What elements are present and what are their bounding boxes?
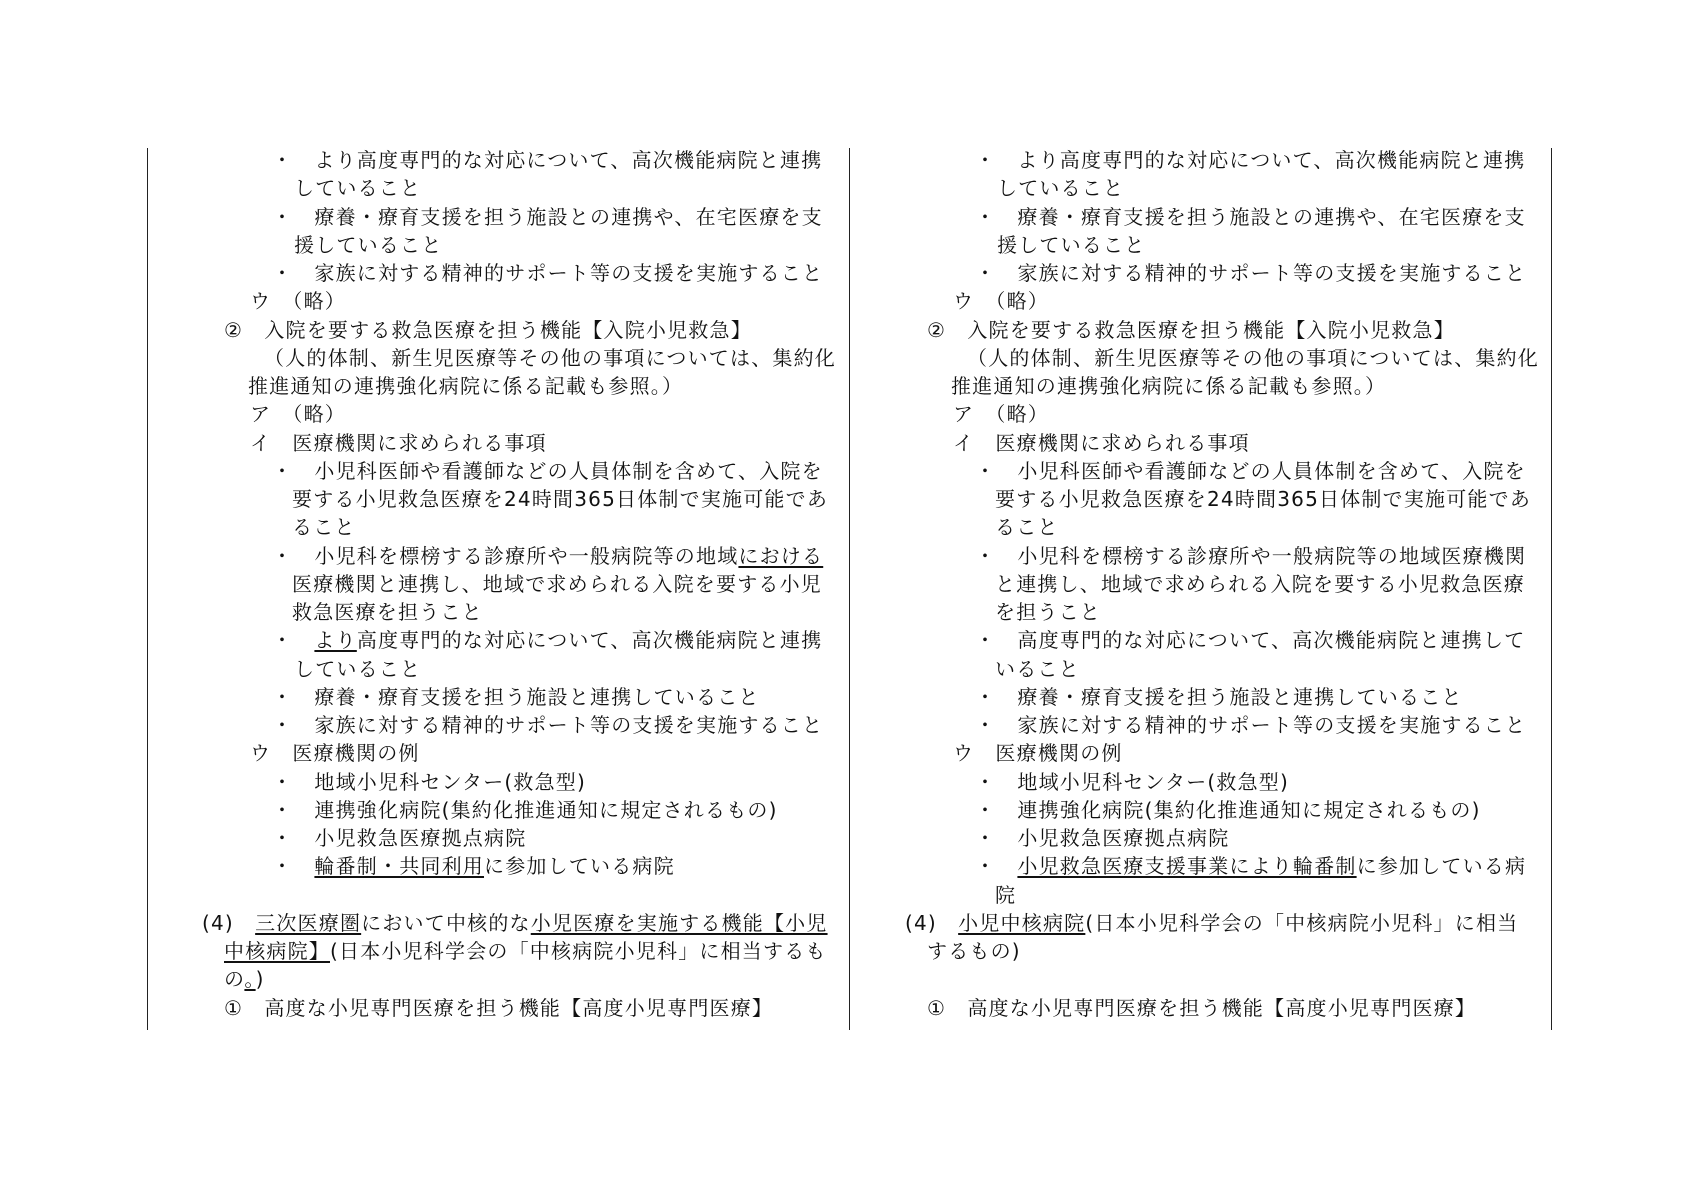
text-line [224, 937, 827, 965]
text-segment: (日本小児科学会の「中核病院小児科」に相当するも [330, 939, 827, 963]
table-border-middle [849, 148, 850, 1030]
text-line: していること [294, 657, 422, 681]
text-line [272, 852, 675, 880]
text-line: ・ 連携強化病院(集約化推進通知に規定されるもの) [272, 798, 778, 822]
text-line: ・ 家族に対する精神的サポート等の支援を実施すること [975, 261, 1527, 285]
text-segment: ) [255, 967, 265, 991]
text-line: ② 入院を要する救急医療を担う機能【入院小児救急】 [224, 318, 752, 342]
text-segment: 高度専門的な対応について、高次機能病院と連携 [356, 628, 823, 652]
text-line: ・ 家族に対する精神的サポート等の支援を実施すること [272, 713, 824, 737]
text-line: ① 高度な小児専門医療を担う機能【高度小児専門医療】 [927, 996, 1477, 1020]
underlined-text: 小児医療を実施する機能【小児 [530, 911, 828, 935]
text-line: ・ 家族に対する精神的サポート等の支援を実施すること [975, 713, 1527, 737]
table-border-left [147, 148, 148, 1030]
text-line: ること [995, 515, 1059, 539]
text-segment: ・ [975, 854, 1018, 878]
text-line: いること [995, 657, 1080, 681]
text-line [272, 542, 823, 570]
underlined-text: 三次医療圏 [255, 911, 362, 935]
text-line: ウ 医療機関の例 [953, 741, 1123, 765]
text-segment: ・ [272, 854, 315, 878]
text-segment: (4) [905, 911, 959, 935]
table-border-right [1551, 148, 1552, 1030]
text-line: 援していること [997, 233, 1146, 257]
text-line [224, 965, 265, 993]
text-line: ・ 小児救急医療拠点病院 [272, 826, 527, 850]
text-line [272, 626, 822, 654]
text-line: していること [294, 176, 422, 200]
text-line: ウ （略） [953, 289, 1049, 313]
text-segment: に参加している病院 [484, 854, 675, 878]
text-line: 院 [995, 883, 1017, 907]
text-line: （人的体制、新生児医療等その他の事項については、集約化 [264, 346, 836, 370]
text-line: （人的体制、新生児医療等その他の事項については、集約化 [967, 346, 1539, 370]
text-line: ・ 小児科医師や看護師などの人員体制を含めて、入院を [272, 459, 823, 483]
text-line: 要する小児救急医療を24時間365日体制で実施可能であ [292, 487, 829, 511]
underlined-text: 輪番制・共同利用 [314, 854, 485, 878]
text-line: ・ 家族に対する精神的サポート等の支援を実施すること [272, 261, 824, 285]
text-line [905, 909, 1518, 937]
text-line: イ 医療機関に求められる事項 [953, 431, 1250, 455]
text-line: ・ 地域小児科センター(救急型) [272, 770, 587, 794]
text-line: ・ 療養・療育支援を担う施設との連携や、在宅医療を支 [272, 205, 823, 229]
text-line: ・ 療養・療育支援を担う施設と連携していること [272, 685, 760, 709]
text-line [202, 909, 828, 937]
text-line: ・ 療養・療育支援を担う施設と連携していること [975, 685, 1463, 709]
text-segment: (日本小児科学会の「中核病院小児科」に相当 [1085, 911, 1519, 935]
text-line: 援していること [294, 233, 443, 257]
text-line: 医療機関と連携し、地域で求められる入院を要する小児 [292, 572, 822, 596]
text-line: ウ 医療機関の例 [250, 741, 420, 765]
text-line: ・ 療養・療育支援を担う施設との連携や、在宅医療を支 [975, 205, 1526, 229]
text-line: していること [997, 176, 1125, 200]
text-line: ること [292, 515, 356, 539]
underlined-text: 。 [244, 967, 256, 991]
text-line: ア （略） [250, 402, 346, 426]
text-line: ② 入院を要する救急医療を担う機能【入院小児救急】 [927, 318, 1455, 342]
text-line: ・ 小児科医師や看護師などの人員体制を含めて、入院を [975, 459, 1526, 483]
text-segment: において中核的な [361, 911, 531, 935]
text-segment: ・ [272, 628, 315, 652]
text-line: 要する小児救急医療を24時間365日体制で実施可能であ [995, 487, 1532, 511]
text-line: と連携し、地域で求められる入院を要する小児救急医療 [995, 572, 1525, 596]
text-line: イ 医療機関に求められる事項 [250, 431, 547, 455]
underlined-text: における [738, 544, 824, 568]
text-line: ウ （略） [250, 289, 346, 313]
text-line: ・ より高度専門的な対応について、高次機能病院と連携 [975, 148, 1526, 172]
text-line: 推進通知の連携強化病院に係る記載も参照。） [951, 374, 1387, 398]
text-line: ・ 連携強化病院(集約化推進通知に規定されるもの) [975, 798, 1481, 822]
underlined-text: 小児救急医療支援事業により輪番制 [1017, 854, 1357, 878]
underlined-text: 小児中核病院 [958, 911, 1086, 935]
text-line: ・ 地域小児科センター(救急型) [975, 770, 1290, 794]
text-segment: に参加している病 [1356, 854, 1527, 878]
text-line: 救急医療を担うこと [292, 600, 483, 624]
underlined-text: より [314, 628, 357, 652]
underlined-text: 中核病院】 [224, 939, 330, 963]
text-line: するもの) [927, 939, 1021, 963]
text-line: を担うこと [995, 600, 1101, 624]
text-line: ・ 小児救急医療拠点病院 [975, 826, 1230, 850]
text-segment: の [224, 967, 245, 991]
text-line: 推進通知の連携強化病院に係る記載も参照。） [248, 374, 684, 398]
text-line: ・ より高度専門的な対応について、高次機能病院と連携 [272, 148, 823, 172]
text-line: ・ 高度専門的な対応について、高次機能病院と連携して [975, 628, 1526, 652]
text-line [975, 852, 1526, 880]
text-line: ・ 小児科を標榜する診療所や一般病院等の地域医療機関 [975, 544, 1527, 568]
text-line: ① 高度な小児専門医療を担う機能【高度小児専門医療】 [224, 996, 774, 1020]
text-segment: ・ 小児科を標榜する診療所や一般病院等の地域 [272, 544, 739, 568]
text-line: ア （略） [953, 402, 1049, 426]
text-segment: (4) [202, 911, 256, 935]
